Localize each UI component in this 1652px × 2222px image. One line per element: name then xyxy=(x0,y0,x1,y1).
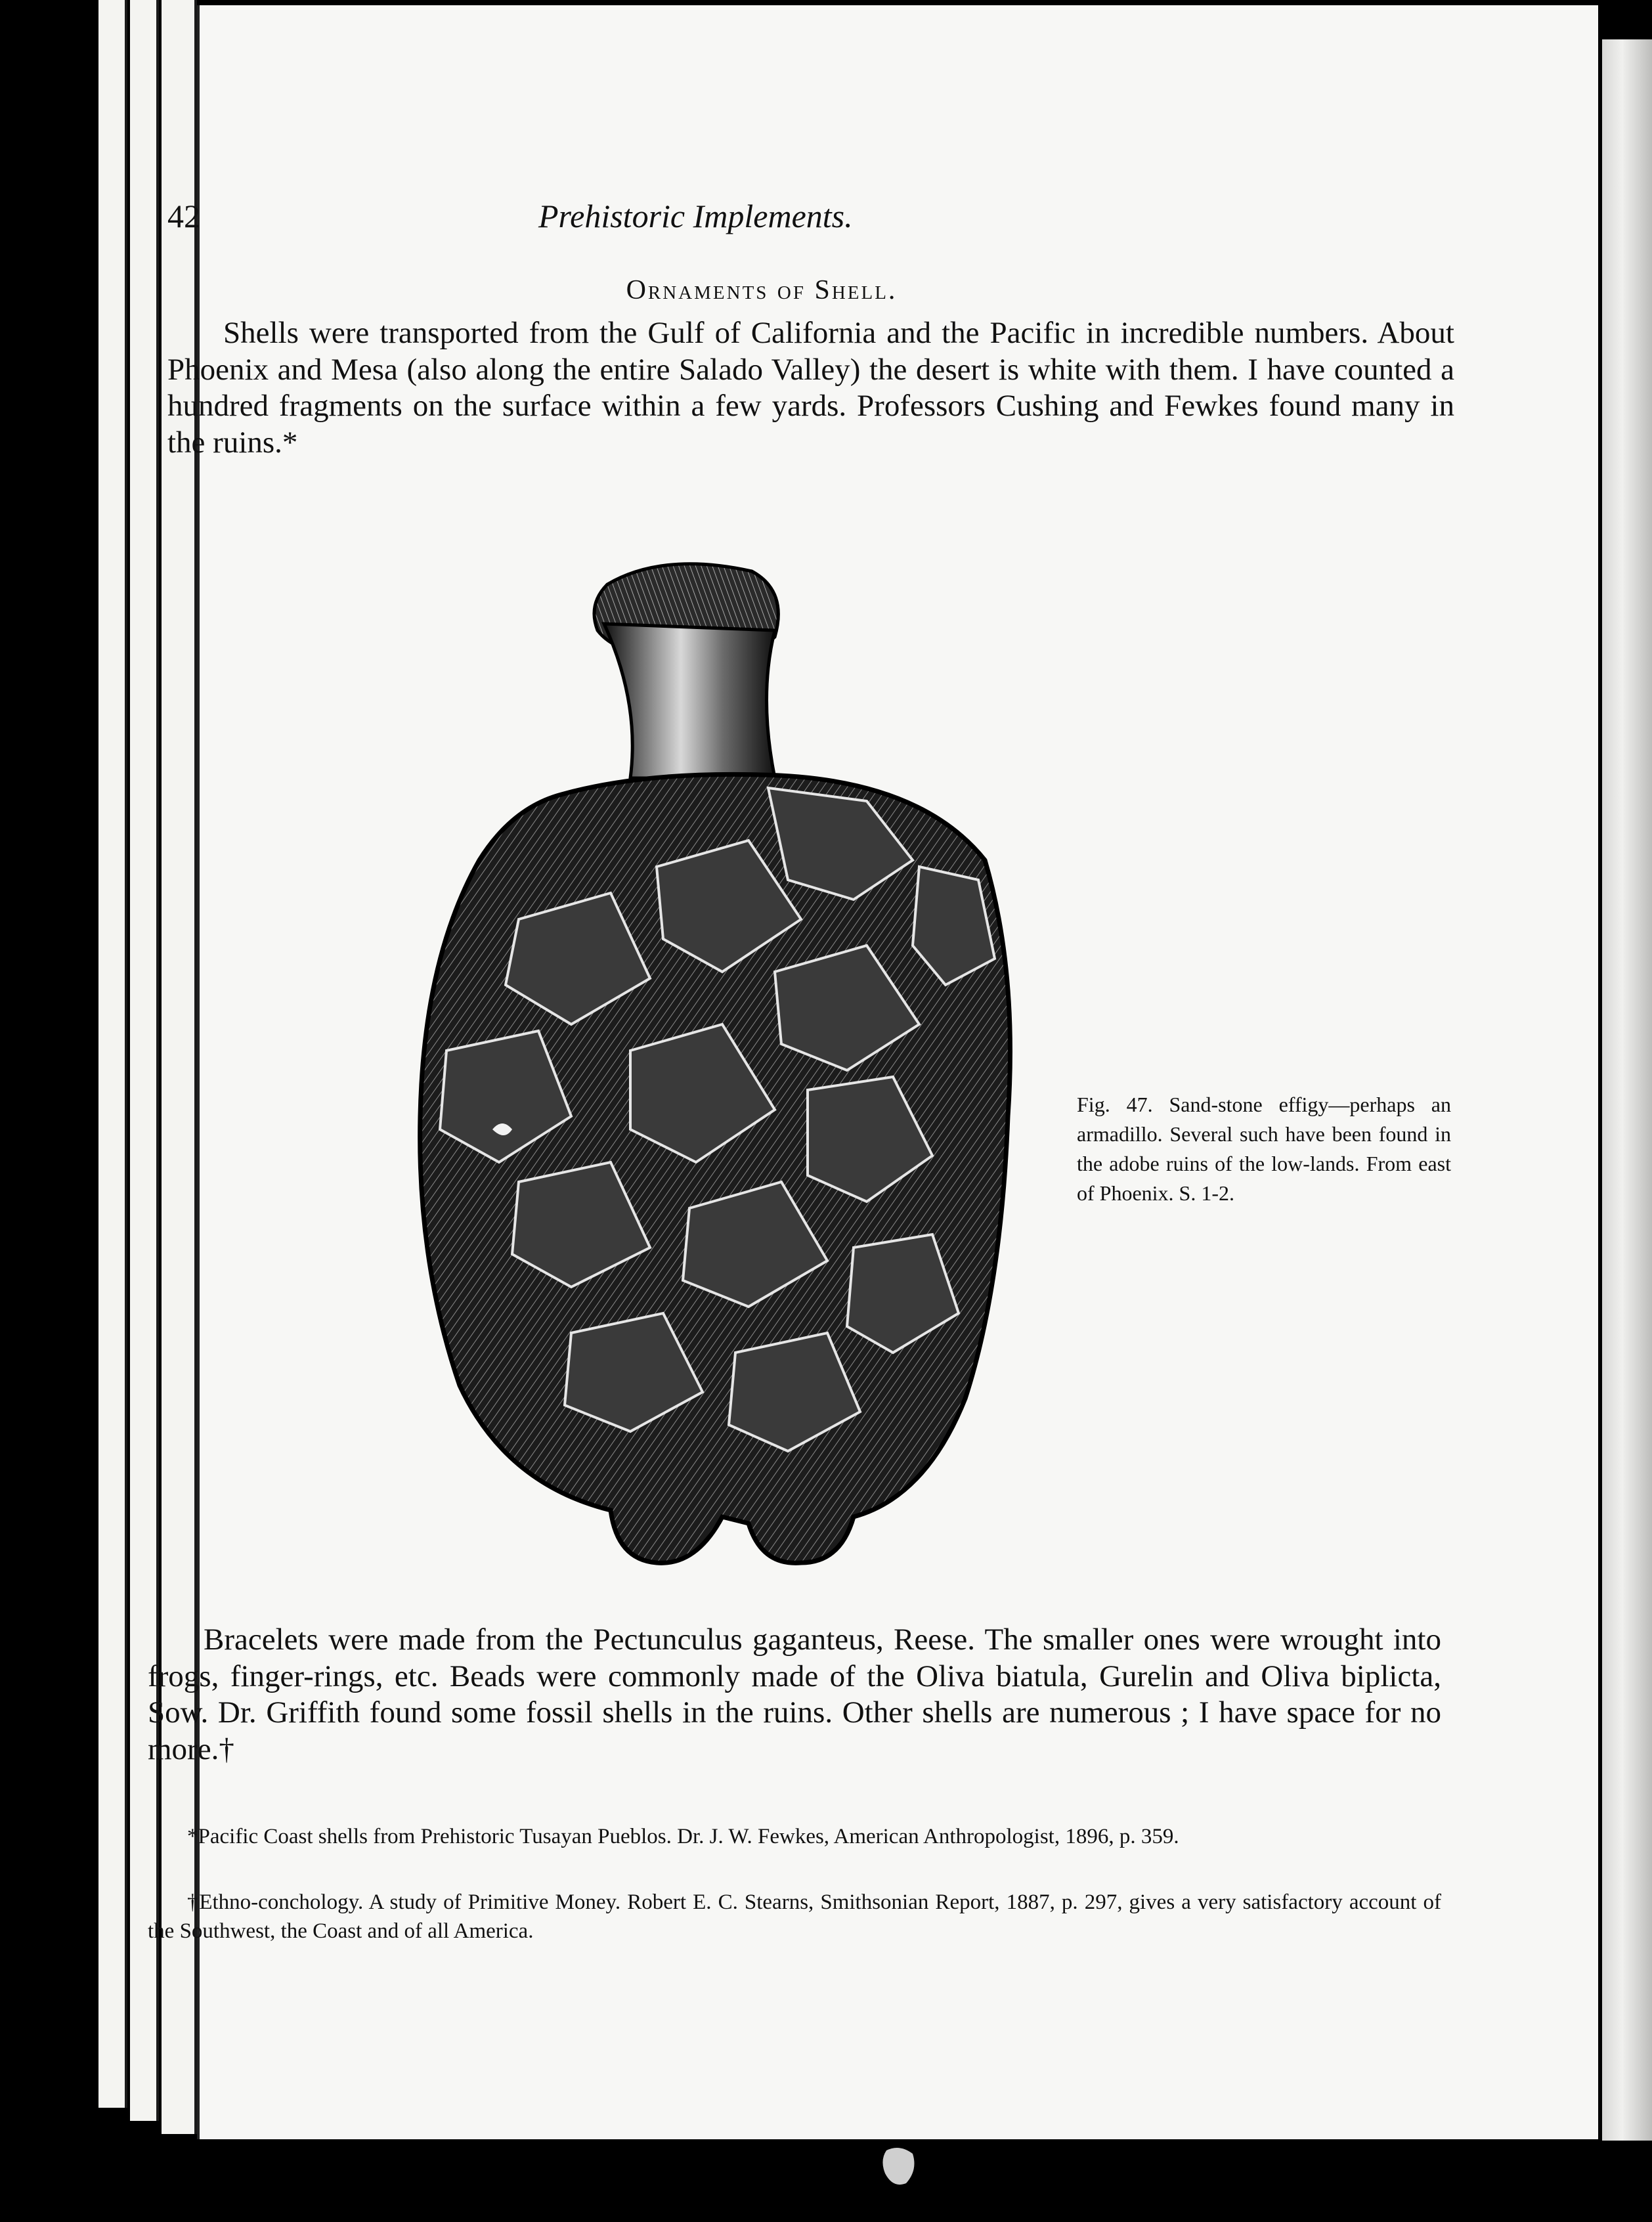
facing-page-edge xyxy=(1602,39,1652,2141)
page-edge xyxy=(98,0,127,2108)
footnote: *Pacific Coast shells from Prehistoric Tusayan Pueblos. Dr. J. W. Fewkes, American Anthropologist, 1896, p. 359. xyxy=(187,1825,1179,1848)
section-heading: Ornaments of Shell. xyxy=(626,275,898,305)
page-number: 42 xyxy=(167,198,200,234)
running-head: Prehistoric Implements. xyxy=(538,198,853,234)
armadillo-effigy-illustration xyxy=(355,552,1044,1589)
footnote: †Ethno-conchology. A study of Primitive Money. Robert E. C. Stearns, Smithsonian Report, 1887, p. 297, gives a very satisfactory account of the Southwest, the Coast and of all America. xyxy=(148,1890,1441,1943)
body-paragraph: Shells were transported from the Gulf of California and the Pacific in incredible numbers. About Phoenix and Mesa (also along the entire Salado Valley) the desert is white with them. I have counted a hundred fragments on the surface within a few yards. Professors Cushing and Fewkes found many in the ruins.* xyxy=(167,316,1454,460)
figure-caption: Fig. 47. Sand-stone effigy—perhaps an armadillo. Several such have been found in the adobe ruins of the low-lands. From east of Phoenix. S. 1-2. xyxy=(1077,1093,1451,1205)
body-paragraph: Bracelets were made from the Pectunculus gaganteus, Reese. The smaller ones were wrought into frogs, finger-rings, etc. Beads were commonly made of the Oliva biatula, Gurelin and Oliva biplicta, Sow. Dr. Griffith found some fossil shells in the ruins. Other shells are numerous ; I have space for no more.† xyxy=(148,1623,1441,1766)
scan-artifact xyxy=(880,2144,919,2190)
page-edge xyxy=(130,0,159,2121)
